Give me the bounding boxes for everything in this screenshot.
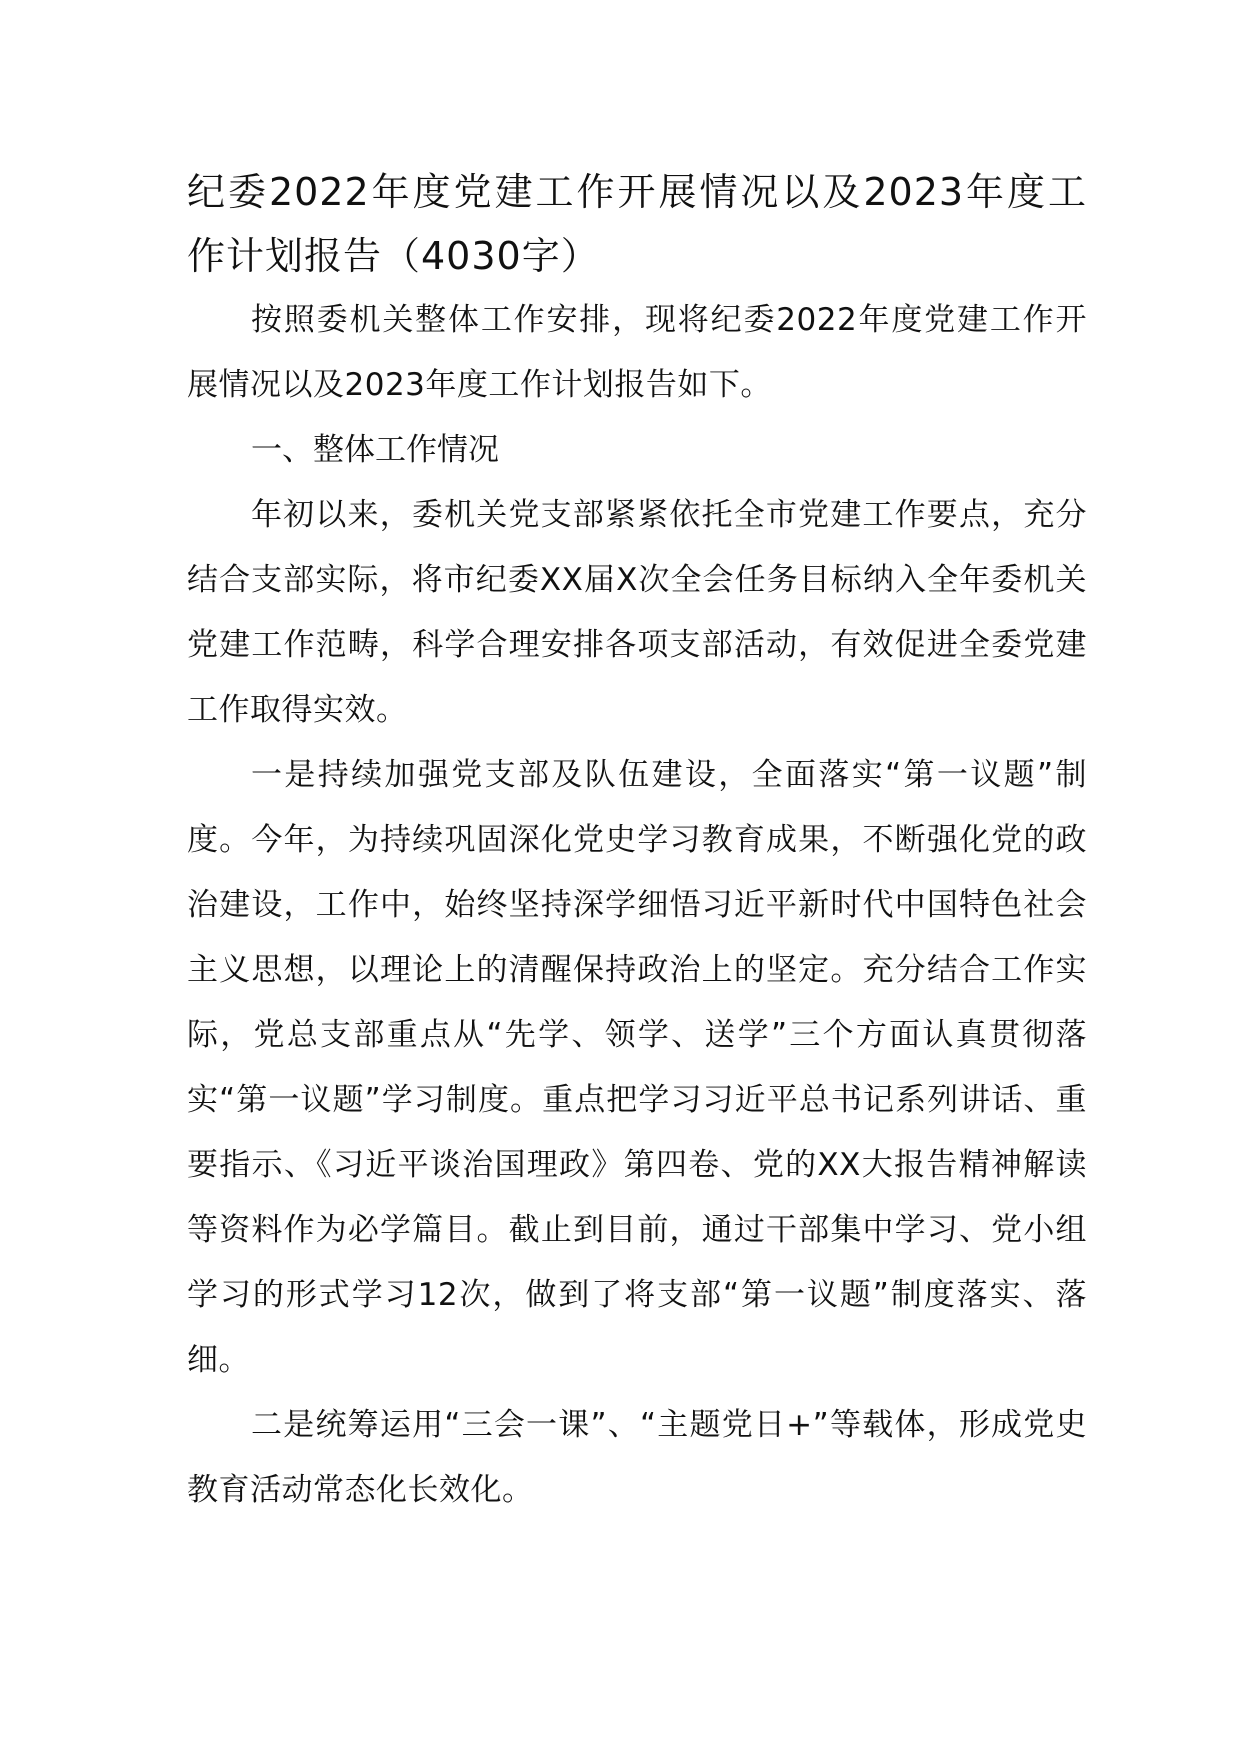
document-title: 纪委2022年度党建工作开展情况以及2023年度工作计划报告（4030字） <box>187 170 1087 278</box>
body-paragraph-3: 二是统筹运用“三会一课”、“主题党日+”等载体，形成党史教育活动常态化长效化。 <box>187 1407 1087 1508</box>
body-paragraph-1: 年初以来，委机关党支部紧紧依托全市党建工作要点，充分结合支部实际，将市纪委XX届X次全会任务目标纳入全年委机关党建工作范畴，科学合理安排各项支部活动，有效促进全委党建工作取得实效。 <box>187 497 1087 728</box>
body-paragraph-2: 一是持续加强党支部及队伍建设，全面落实“第一议题”制度。今年，为持续巩固深化党史学习教育成果，不断强化党的政治建设，工作中，始终坚持深学细悟习近平新时代中国特色社会主义思想，以理论上的清醒保持政治上的坚定。充分结合工作实际，党总支部重点从“先学、领学、送学”三个方面认真贯彻落实“第一议题”学习制度。重点把学习习近平总书记系列讲话、重要指示、《习近平谈治国理政》第四卷、党的XX大报告精神解读等资料作为必学篇目。截止到目前，通过干部集中学习、党小组学习的形式学习12次，做到了将支部“第一议题”制度落实、落细。 <box>187 757 1087 1378</box>
intro-paragraph: 按照委机关整体工作安排，现将纪委2022年度党建工作开展情况以及2023年度工作计划报告如下。 <box>187 302 1087 403</box>
document-page <box>187 160 1087 1523</box>
section-heading: 一、整体工作情况 <box>251 432 499 468</box>
